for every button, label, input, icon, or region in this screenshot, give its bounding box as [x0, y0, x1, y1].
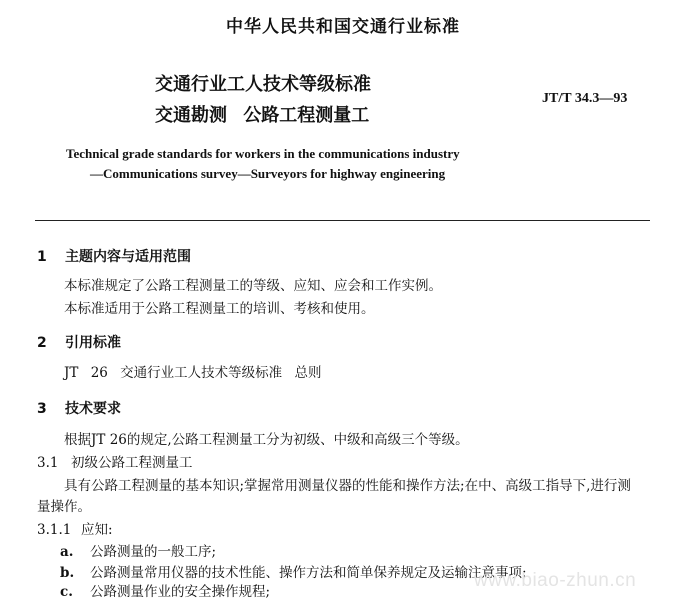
- document-header: 中华人民共和国交通行业标准: [226, 17, 460, 37]
- subsection-number: 3.1.1: [37, 522, 72, 538]
- section-title: 引用标准: [65, 335, 121, 351]
- section-3-paragraph: 根据JT 26的规定,公路工程测量工分为初级、中级和高级三个等级。: [64, 432, 469, 448]
- header-divider: [35, 220, 650, 221]
- subsection-title: 应知:: [81, 522, 113, 538]
- subsection-3-1-paragraph-line-2: 量操作。: [37, 499, 91, 515]
- subsection-title: 初级公路工程测量工: [71, 455, 193, 471]
- referenced-standard: JT 26 交通行业工人技术等级标准 总则: [64, 365, 322, 381]
- subsection-3-1-1-heading: [37, 518, 113, 538]
- list-item: [60, 540, 216, 560]
- subsection-3-1-paragraph-line-1: 具有公路工程测量的基本知识;掌握常用测量仪器的性能和操作方法;在中、高级工指导下,进行测: [64, 478, 631, 494]
- list-item-text: 公路测量常用仪器的技术性能、操作方法和简单保养规定及运输注意事项;: [90, 565, 527, 581]
- section-3-heading: [37, 398, 121, 418]
- section-2-heading: [37, 332, 121, 352]
- list-item: [60, 580, 270, 600]
- section-number: 1: [37, 249, 47, 265]
- list-item-text: 公路测量作业的安全操作规程;: [90, 584, 271, 600]
- list-item-marker: a.: [60, 544, 74, 560]
- section-1-paragraph-2: 本标准适用于公路工程测量工的培训、考核和使用。: [64, 301, 375, 317]
- english-title-line-1: Technical grade standards for workers in the communications industry: [66, 146, 460, 161]
- standard-title-line-2: 交通勘测 公路工程测量工: [155, 105, 370, 126]
- section-number: 2: [37, 335, 47, 351]
- standard-title-line-1: 交通行业工人技术等级标准: [155, 74, 371, 95]
- list-item: [60, 561, 527, 581]
- section-title: 技术要求: [65, 401, 121, 417]
- list-item-text: 公路测量的一般工序;: [90, 544, 217, 560]
- section-number: 3: [37, 401, 47, 417]
- list-item-marker: b.: [60, 565, 75, 581]
- section-1-heading: [37, 246, 191, 266]
- list-item-marker: c.: [60, 584, 73, 600]
- subsection-3-1-heading: [37, 451, 193, 471]
- standard-code: JT/T 34.3—93: [542, 91, 628, 106]
- section-title: 主题内容与适用范围: [65, 249, 191, 265]
- watermark: www.biao-zhun.cn: [474, 570, 637, 591]
- section-1-paragraph-1: 本标准规定了公路工程测量工的等级、应知、应会和工作实例。: [64, 278, 442, 294]
- subsection-number: 3.1: [37, 455, 59, 471]
- english-title-line-2: —Communications survey—Surveyors for highway engineering: [90, 166, 446, 181]
